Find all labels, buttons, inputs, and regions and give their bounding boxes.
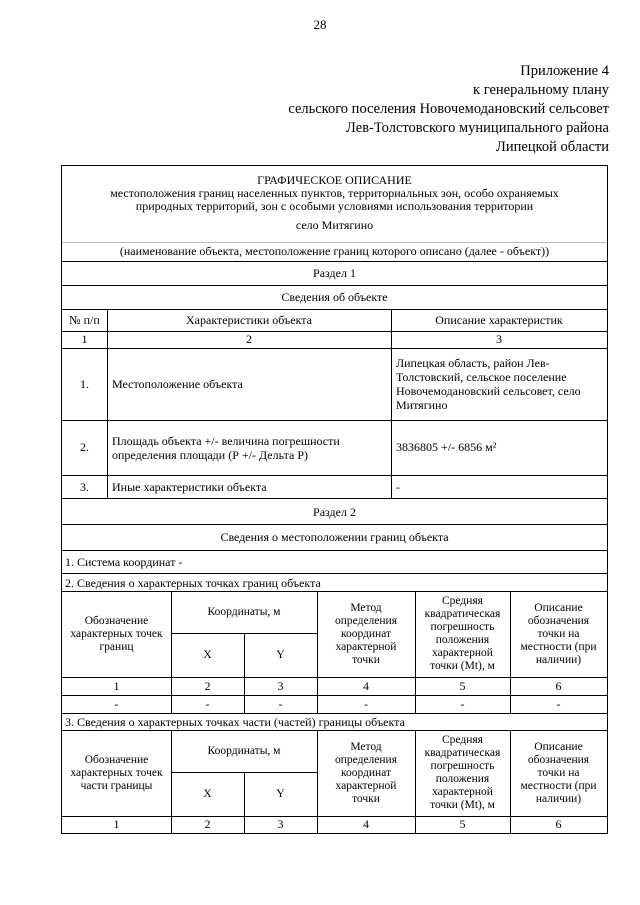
object-name: село Митягино: [295, 218, 374, 232]
col-coords-header: Координаты, м: [207, 744, 281, 757]
index-cell: 6: [555, 817, 562, 831]
col-x-header: X: [203, 787, 212, 800]
col-y-header: Y: [276, 787, 285, 800]
col-error-header: Средняя квадратическая погрешность положения характерной точки (Mt), м: [424, 734, 501, 811]
col-coords-header: Координаты, м: [207, 605, 281, 618]
row-characteristic: Местоположение объекта: [112, 376, 243, 391]
appendix-line: Лев-Толстовского муниципального района: [346, 120, 609, 136]
index-cell: 1: [113, 678, 120, 693]
section2-title: Раздел 2: [313, 505, 356, 519]
document-subtitle: местоположения границ населенных пунктов, территориальных зон, особо охраняемых: [110, 186, 559, 200]
appendix-line: Приложение 4: [520, 63, 609, 79]
section1-table: [61, 165, 608, 499]
col-num-header: № п/п: [69, 312, 100, 327]
section2-table: [61, 499, 608, 834]
row-description: 3836805 +/- 6856 м²: [396, 440, 497, 454]
index-cell: 2: [246, 332, 252, 346]
index-cell: 4: [363, 817, 369, 831]
col-char-header: Характеристики объекта: [186, 312, 312, 327]
index-cell: 5: [459, 817, 466, 831]
col-point-desc-header: Описание обозначения точки на местности (при наличии): [520, 601, 597, 666]
col-error-header: Средняя квадратическая погрешность положения характерной точки (Mt), м: [424, 595, 501, 672]
row-number: 1.: [80, 376, 89, 391]
coordinate-system: 1. Система координат -: [65, 555, 183, 569]
col-x-header: X: [203, 648, 212, 661]
row-description: Липецкая область, район Лев-Толстовский, сельское поселение Новочемодановский сельсовет, село Митягино: [396, 356, 581, 412]
col-designation-part-header: Обозначение характерных точек части границы: [70, 753, 163, 792]
document-subtitle: природных территорий, зон с особыми условиями использования территории: [135, 199, 534, 213]
index-cell: 3: [277, 817, 284, 831]
row-characteristic: Площадь объекта +/- величина погрешности определения площади (Р +/- Дельта Р): [112, 433, 340, 462]
appendix-line: сельского поселения Новочемодановский сельсовет: [288, 101, 609, 117]
col-y-header: Y: [276, 648, 285, 661]
col-method-header: Метод определения координат характерной точки: [334, 740, 397, 805]
dash-cell: -: [278, 696, 283, 711]
col-method-header: Метод определения координат характерной точки: [334, 601, 397, 666]
index-cell: 1: [113, 817, 120, 831]
index-cell: 6: [555, 678, 562, 693]
index-cell: 4: [363, 678, 369, 693]
col-point-desc-header: Описание обозначения точки на местности (при наличии): [520, 740, 597, 805]
section1-title: Раздел 1: [313, 266, 356, 280]
page-number: 28: [313, 17, 327, 32]
index-cell: 3: [277, 678, 284, 693]
appendix-header: [288, 62, 609, 157]
row-number: 2.: [80, 440, 89, 454]
description-header: [62, 174, 607, 232]
dash-cell: -: [205, 696, 210, 711]
index-cell: 2: [204, 817, 211, 831]
appendix-line: к генеральному плану: [473, 82, 609, 98]
dash-cell: -: [556, 696, 561, 711]
dash-cell: -: [460, 696, 465, 711]
appendix-line: Липецкой области: [496, 139, 609, 155]
section1-subtitle: Сведения об объекте: [281, 290, 388, 304]
col-desc-header: Описание характеристик: [435, 312, 563, 327]
section2-subtitle: Сведения о местоположении границ объекта: [220, 530, 449, 544]
index-cell: 2: [204, 678, 211, 693]
index-cell: 5: [459, 678, 466, 693]
points-title: 2. Сведения о характерных точках границ объекта: [65, 576, 321, 590]
row-characteristic: Иные характеристики объекта: [112, 479, 267, 494]
index-cell: 3: [496, 332, 502, 346]
row-description: -: [396, 479, 400, 494]
dash-cell: -: [364, 696, 368, 711]
row-number: 3.: [80, 479, 89, 494]
index-cell: 1: [81, 332, 88, 346]
document-title: ГРАФИЧЕСКОЕ ОПИСАНИЕ: [257, 173, 412, 187]
object-note: (наименование объекта, местоположение границ которого описано (далее - объект)): [119, 244, 550, 258]
dash-cell: -: [114, 696, 119, 711]
col-designation-header: Обозначение характерных точек границ: [70, 614, 163, 653]
part-points-title: 3. Сведения о характерных точках части (частей) границы объекта: [65, 715, 405, 729]
